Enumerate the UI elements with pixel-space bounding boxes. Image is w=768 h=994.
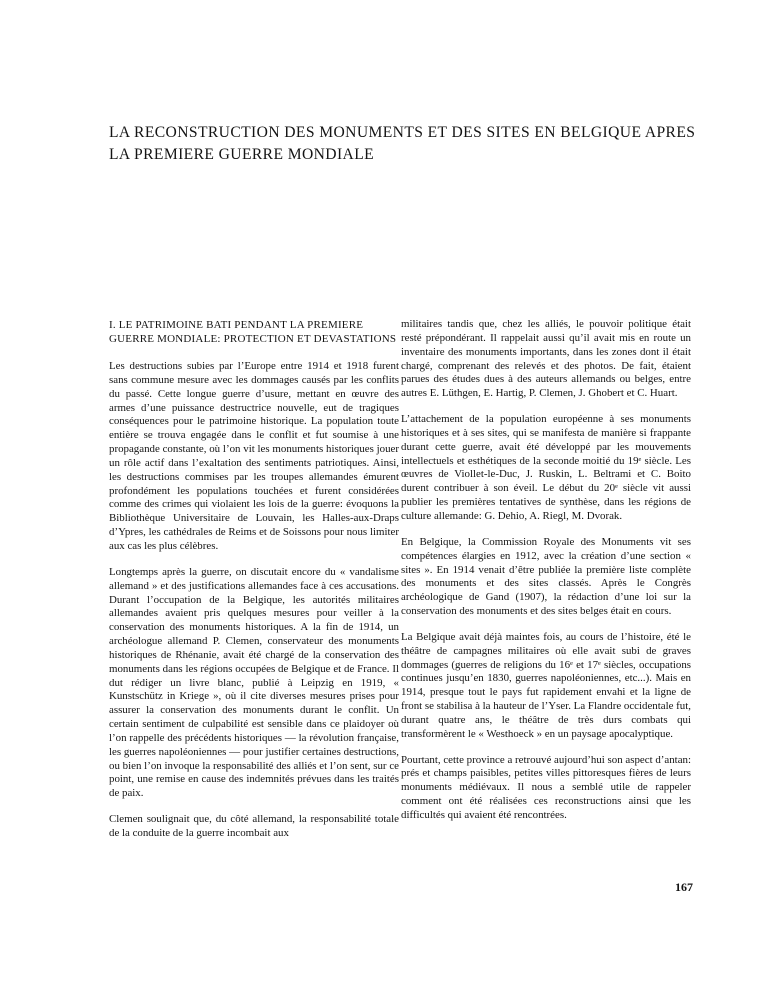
section-heading: I. LE PATRIMOINE BATI PENDANT LA PREMIERE GUERRE MONDIALE: PROTECTION ET DEVASTATIONS [109, 319, 397, 345]
page-number: 167 [675, 880, 693, 894]
paragraph: Pourtant, cette province a retrouvé aujourd’hui son aspect d’antan: prés et champs paisibles, petites villes pittoresques fières de leurs monuments médiévaux. Il nous a semblé utile de rappeler comment ont été réalisées ces reconstructions ainsi que les difficultés qui avaient été rencontrées. [401, 753, 692, 821]
paragraph: Clemen soulignait que, du côté allemand, la responsabilité totale de la conduite de la guerre incombait aux [109, 813, 399, 839]
right-column [401, 318, 691, 835]
article-title: LA RECONSTRUCTION DES MONUMENTS ET DES SITES EN BELGIQUE APRES LA PREMIERE GUERRE MONDIALE [109, 124, 696, 163]
left-column [109, 318, 399, 853]
paragraph: Les destructions subies par l’Europe entre 1914 et 1918 furent sans commune mesure avec les dommages causés par les conflits du passé. Cette longue guerre d’usure, mettant en œuvre des armes d’une puissance destructrice nouvelle, eut de tragiques conséquences pour le patrimoine historique. La population toute entière se trouva engagée dans le conflit et fut soumise à une propagande constante, où l’on vit les monuments historiques jouer un rôle actif dans l’exaltation des sentiments patriotiques. Ainsi, les destructions commises par les troupes allemandes émurent profondément les populations touchées et furent considérées comme des crimes qui violaient les lois de la guerre: évoquons la Bibliothèque Universitaire de Louvain, les Halles-aux-Draps d’Ypres, les cathédrales de Reims et de Soissons pour nous limiter aux cas les plus célèbres. [109, 360, 399, 552]
paragraph: militaires tandis que, chez les alliés, le pouvoir politique était resté prépondérant. Il rappelait aussi qu’il avait mis en route un inventaire des monuments importants, dans les zones dont il était chargé, comprenant des relevés et des photos. De fait, étaient parues des études dues à des auteurs allemands ou belges, entre autres E. Lüthgen, E. Hartig, P. Clemen, J. Ghobert et C. Huart. [401, 318, 691, 400]
paragraph: En Belgique, la Commission Royale des Monuments vit ses compétences élargies en 1912, avec la création d’une section « sites ». En 1914 venait d’être publiée la première liste complète des monuments et des sites classés. Après le Congrès archéologique de Gand (1907), la rédaction d’une loi sur la conservation des monuments et des sites belges était en cours. [401, 535, 691, 618]
paragraph: Longtemps après la guerre, on discutait encore du « vandalisme allemand » et des justifications allemandes face à ces accusations. Durant l’occupation de la Belgique, les autorités militaires allemandes avaient pris quelques mesures pour veiller à la conservation des monuments historiques. A la fin de 1914, un archéologue allemand P. Clemen, conservateur des monuments historiques de Rhénanie, avait été chargé de la conservation des monuments dans les régions occupées de Belgique et de France. Il dut rédiger un livre blanc, publié à Leipzig en 1919, « Kunstschütz in Kriege », où il cite diverses mesures prises pour assurer la conservation des monuments durant le conflit. Un certain sentiment de culpabilité est sensible dans ce plaidoyer où l’on rappelle des précédents historiques — la révolution française, les guerres napoléoniennes — pour justifier certaines destructions, ou bien l’on invoque la responsabilité des alliés et l’on sent, sur ce point, une remise en cause des indemnités prévues dans les traités de paix. [109, 565, 399, 800]
paragraph: La Belgique avait déjà maintes fois, au cours de l’histoire, été le théâtre de campagnes militaires où elle avait subi de graves dommages (guerres de religions du 16ᵉ et 17ᵉ siècles, occupations continues jusqu’en 1830, guerres napoléoniennes, etc...). Mais en 1914, presque tout le pays fut rapidement envahi et la ligne de front se stabilisa à la hauteur de l’Yser. La Flandre occidentale fut, durant quatre ans, le théâtre de très durs combats qui transformèrent le « Westhoeck » en un paysage apocalyptique. [401, 630, 692, 740]
paragraph: L’attachement de la population européenne à ses monuments historiques et à ses sites, qui se manifesta de manière si frappante durant cette guerre, avait été développé par les mouvements intellectuels et esthétiques de la seconde moitié du 19ᵉ siècle. Les œuvres de Viollet-le-Duc, J. Ruskin, L. Beltrami et C. Boito durent contribuer à son éveil. Le début du 20ᵉ siècle vit aussi publier les premières tentatives de synthèse, dans les régions de culture allemande: G. Dehio, A. Riegl, M. Dvorak. [401, 413, 691, 522]
